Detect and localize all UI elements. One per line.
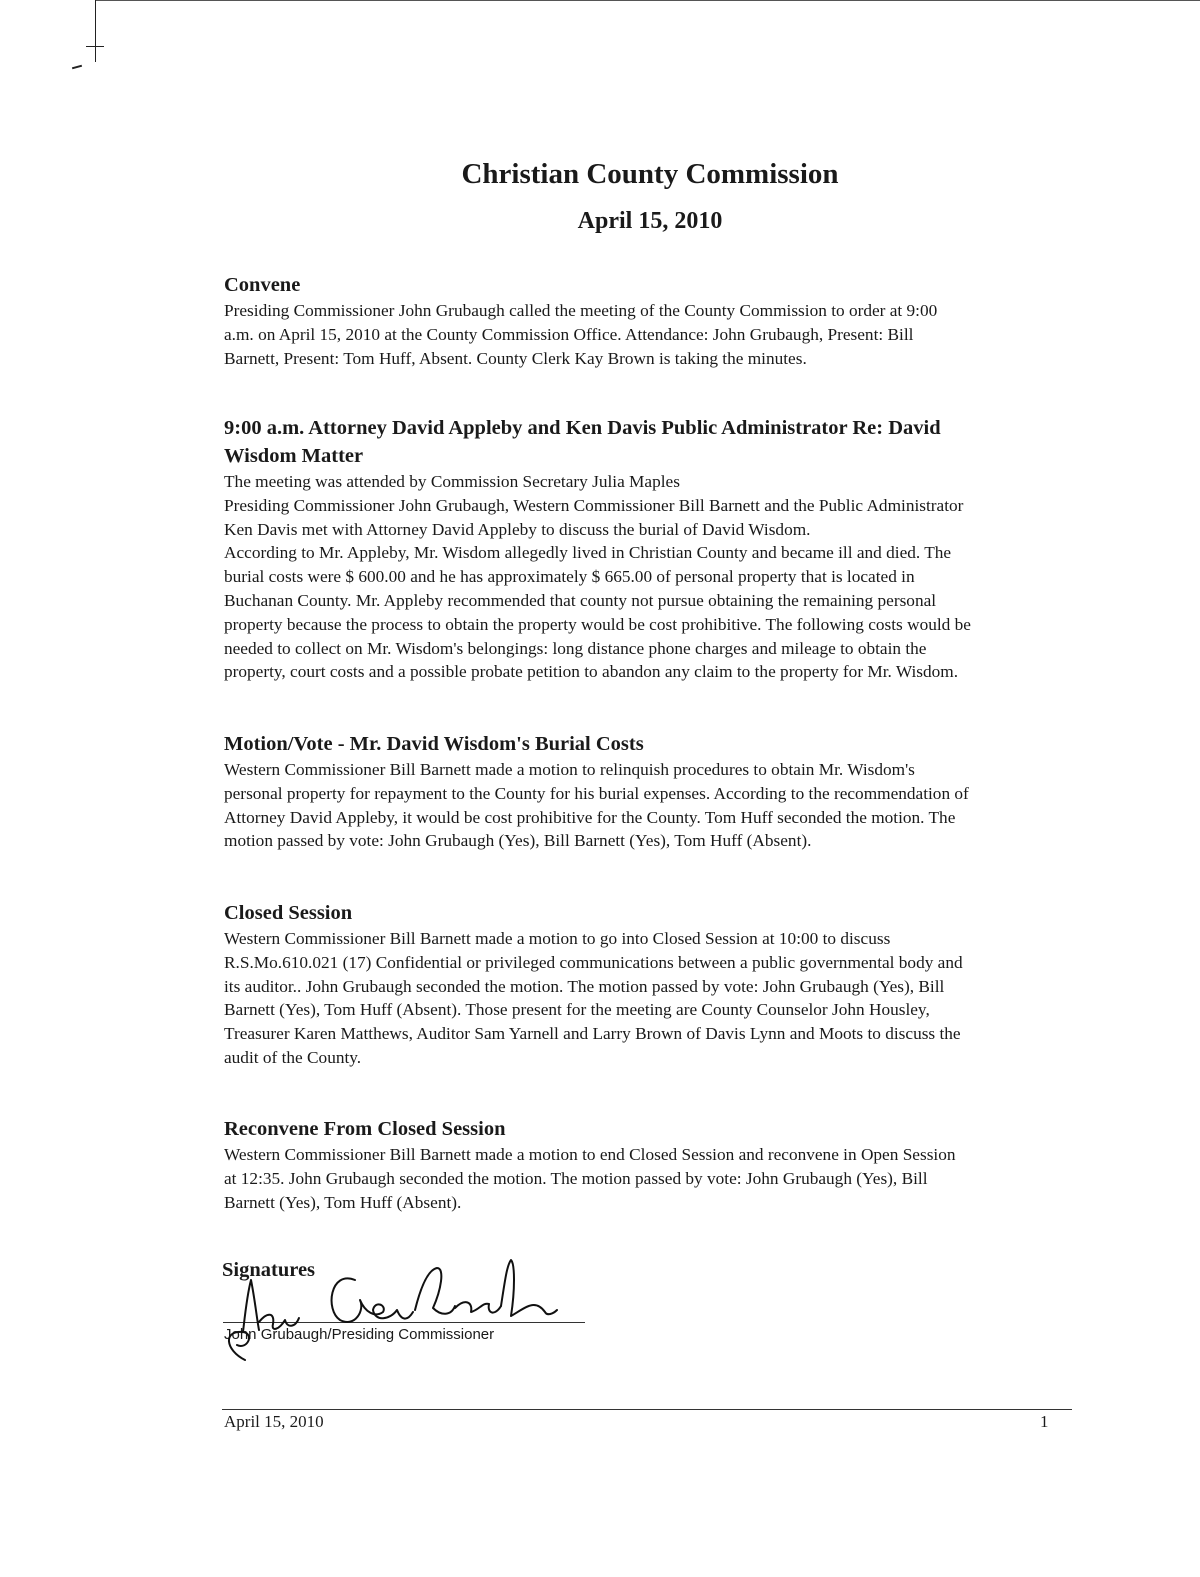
document-title: Christian County Commission	[461, 158, 839, 190]
section-body: Presiding Commissioner John Grubaugh called the meeting of the County Commission to order at 9:00 a.m. on April 15, 2010 at the County Commission Office. Attendance: John Grubaugh, Present: Bill Barnett, Present: Tom Huff, Absent. County Clerk Kay Brown is taking the minutes.	[224, 301, 938, 368]
handwritten-signature	[215, 1250, 575, 1365]
scan-mark-dash	[72, 65, 82, 70]
scan-mark-vertical	[95, 0, 96, 62]
section-closed-session	[224, 899, 1084, 1070]
scan-top-rule	[95, 0, 1200, 1]
section-body: The meeting was attended by Commission Secretary Julia Maples Presiding Commissioner John Grubaugh, Western Commissioner Bill Barnett and the Public Administrator Ken Davis met with Attorney David Appleby to discuss the burial of David Wisdom. According to Mr. Appleby, Mr. Wisdom allegedly lived in Christian County and became ill and died. The burial costs were $ 600.00 and he has approximately $ 665.00 of personal property that is located in Buchanan County. Mr. Appleby recommended that county not pursue obtaining the remaining personal property because the process to obtain the property would be cost prohibitive. The following costs would be needed to collect on Mr. Wisdom's belongings: long distance phone charges and mileage to obtain the property, court costs and a possible probate petition to abandon any claim to the property for Mr. Wisdom.	[224, 472, 971, 682]
section-body: Western Commissioner Bill Barnett made a motion to relinquish procedures to obtain Mr. Wisdom's personal property for repayment to the County for his burial expenses. According to the recommendation of Attorney David Appleby, it would be cost prohibitive for the County. Tom Huff seconded the motion. The motion passed by vote: John Grubaugh (Yes), Bill Barnett (Yes), Tom Huff (Absent).	[224, 760, 969, 851]
footer-date: April 15, 2010	[224, 1412, 324, 1431]
section-appleby-meeting	[224, 414, 1084, 684]
section-heading: Motion/Vote - Mr. David Wisdom's Burial Costs	[224, 733, 644, 755]
section-motion-burial-costs	[224, 730, 1084, 853]
signature-caption: John Grubaugh/Presiding Commissioner	[224, 1326, 495, 1343]
page-number: 1	[1040, 1412, 1049, 1431]
document-date: April 15, 2010	[577, 208, 723, 234]
section-heading: Convene	[224, 274, 301, 296]
section-heading: Closed Session	[224, 902, 353, 924]
scan-mark-tick	[86, 46, 104, 47]
section-reconvene	[224, 1115, 1084, 1214]
signatures-heading: Signatures	[222, 1259, 316, 1281]
section-heading: Reconvene From Closed Session	[224, 1118, 506, 1140]
section-heading: 9:00 a.m. Attorney David Appleby and Ken Davis Public Administrator Re: David Wisdom Matter	[224, 417, 941, 467]
footer-rule	[222, 1409, 1072, 1410]
section-body: Western Commissioner Bill Barnett made a motion to go into Closed Session at 10:00 to discuss R.S.Mo.610.021 (17) Confidential or privileged communications between a public governmental body and its auditor.. John Grubaugh seconded the motion. The motion passed by vote: John Grubaugh (Yes), Bill Barnett (Yes), Tom Huff (Absent). Those present for the meeting are County Counselor John Housley, Treasurer Karen Matthews, Auditor Sam Yarnell and Larry Brown of Davis Lynn and Moots to discuss the audit of the County.	[224, 929, 963, 1067]
section-body: Western Commissioner Bill Barnett made a motion to end Closed Session and reconvene in Open Session at 12:35. John Grubaugh seconded the motion. The motion passed by vote: John Grubaugh (Yes), Bill Barnett (Yes), Tom Huff (Absent).	[224, 1145, 956, 1212]
section-convene	[224, 271, 1084, 370]
